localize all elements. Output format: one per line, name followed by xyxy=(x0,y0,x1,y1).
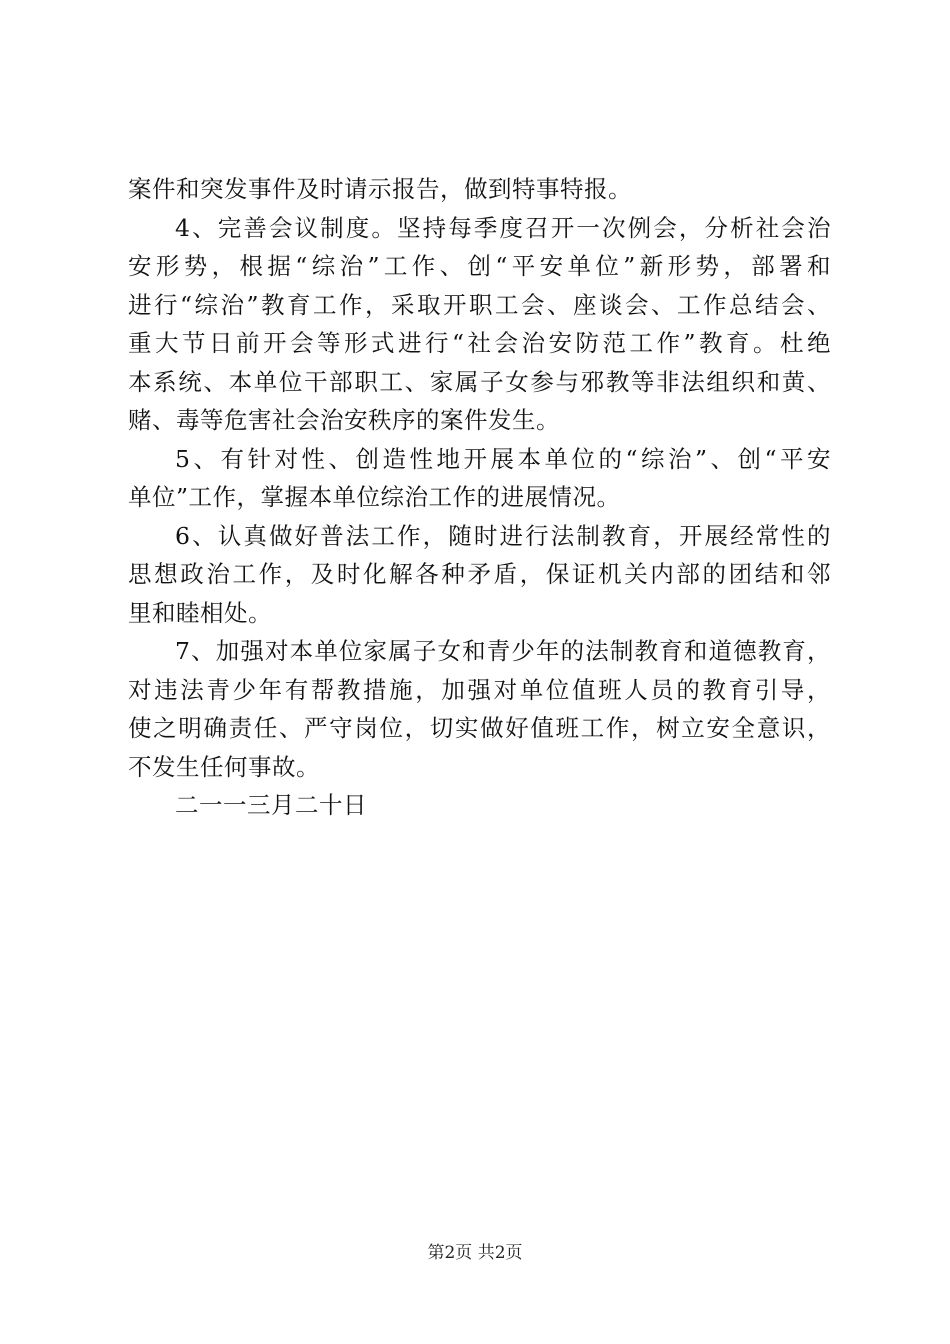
text-line: 对违法青少年有帮教措施，加强对单位值班人员的教育引导， xyxy=(128,675,831,704)
text-line: 重大节日前开会等形式进行“社会治安防范工作”教育。杜绝 xyxy=(128,329,831,357)
text-line: 安形势，根据“综治”工作、创“平安单位”新形势，部署和 xyxy=(128,252,831,280)
text-line: 4、完善会议制度。坚持每季度召开一次例会，分析社会治 xyxy=(175,213,831,242)
text-line: 使之明确责任、严守岗位，切实做好值班工作，树立安全意识， xyxy=(128,714,831,742)
text-line: 里和睦相处。 xyxy=(128,598,272,627)
text-line: 案件和突发事件及时请示报告，做到特事特报。 xyxy=(128,175,632,203)
text-line: 单位”工作，掌握本单位综治工作的进展情况。 xyxy=(128,483,621,511)
document-body xyxy=(128,170,831,825)
text-line: 进行“综治”教育工作，采取开职工会、座谈会、工作总结会、 xyxy=(128,290,831,319)
page-number-footer: 第2页 共2页 xyxy=(427,1243,523,1263)
text-line: 不发生任何事故。 xyxy=(128,752,320,781)
text-line: 7、加强对本单位家属子女和青少年的法制教育和道德教育， xyxy=(175,637,831,665)
date-line: 二一一三月二十日 xyxy=(175,791,367,819)
text-line: 本系统、本单位干部职工、家属子女参与邪教等非法组织和黄、 xyxy=(128,367,831,396)
text-line: 6、认真做好普法工作，随时进行法制教育，开展经常性的 xyxy=(175,521,831,550)
text-line: 5、有针对性、创造性地开展本单位的“综治”、创“平安 xyxy=(175,444,831,473)
text-line: 思想政治工作，及时化解各种矛盾，保证机关内部的团结和邻 xyxy=(128,560,831,588)
text-line: 赌、毒等危害社会治安秩序的案件发生。 xyxy=(128,406,560,434)
